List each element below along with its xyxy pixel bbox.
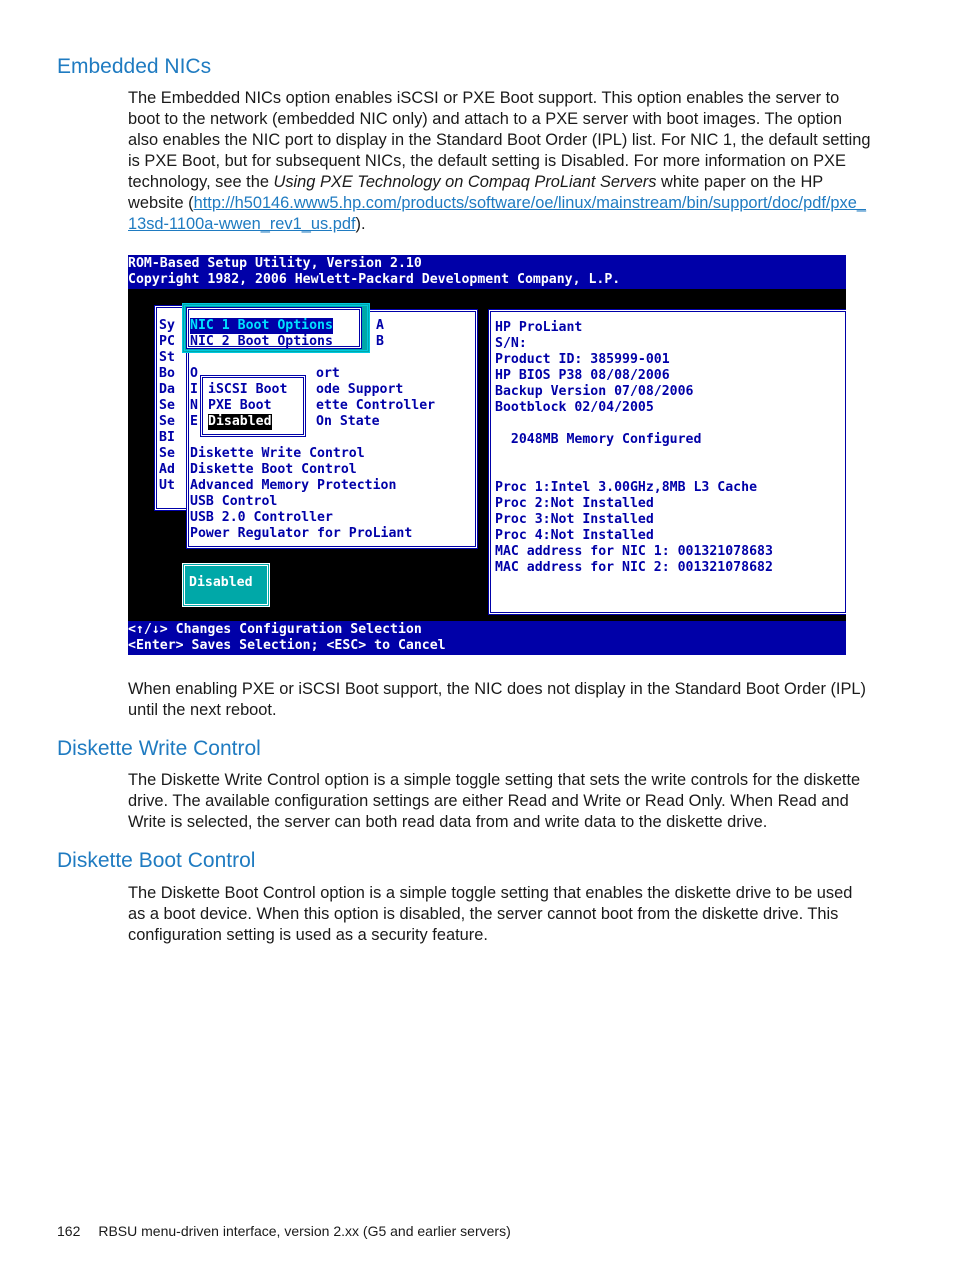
system-info-line: MAC address for NIC 2: 001321078682 (495, 560, 773, 575)
bios-system-info-panel (488, 309, 846, 615)
bios-footer-keys-2: <Enter> Saves Selection; <ESC> to Cancel (128, 638, 446, 653)
system-info-line: Bootblock 02/04/2005 (495, 400, 654, 415)
system-option-item: Diskette Boot Control (190, 462, 357, 477)
footer-text: RBSU menu-driven interface, version 2.xx (G5 and earlier servers) (98, 1223, 511, 1239)
system-option-item: Power Regulator for ProLiant (190, 526, 413, 541)
pxe-note-paragraph: When enabling PXE or iSCSI Boot support, the NIC does not display in the Standard Boot Order (IPL) until the next reboot. (128, 680, 866, 719)
system-option-item: Advanced Memory Protection (190, 478, 397, 493)
section-title-diskette-boot-control: Diskette Boot Control (57, 849, 256, 872)
bios-header-title: ROM-Based Setup Utility, Version 2.10 (128, 256, 422, 271)
diskette-boot-paragraph: The Diskette Boot Control option is a simple toggle setting that enables the diskette drive to be used as a boot device. When this option is disabled, the server cannot boot from the diskette drive. This configuration setting is used as a security feature. (128, 884, 853, 944)
paragraph-text: white paper on the HP website ( (128, 173, 823, 212)
system-info-line: Backup Version 07/08/2006 (495, 384, 694, 399)
system-option-fragment: I (190, 382, 198, 397)
system-option-fragment-right: ette Controller (316, 398, 436, 413)
nic-right-stub-b: B (376, 334, 384, 349)
system-info-line: 2048MB Memory Configured (495, 432, 702, 447)
page-number: 162 (57, 1223, 81, 1239)
bios-header-copyright: Copyright 1982, 2006 Hewlett-Packard Development Company, L.P. (128, 272, 621, 287)
nic-1-boot-options-item[interactable]: NIC 1 Boot Options (190, 318, 333, 333)
rbsu-screenshot (128, 255, 846, 655)
main-menu-stub-item: Ut (159, 478, 175, 493)
nic-2-boot-options-item[interactable]: NIC 2 Boot Options (190, 334, 333, 349)
paper-title: Using PXE Technology on Compaq ProLiant Servers (273, 173, 657, 191)
paragraph-text: The Embedded NICs option enables iSCSI or PXE Boot support. This option enables the server to boot to the network (embedded NIC only) and attach to a PXE server with boot images. The option also enables the NIC port to display in the Standard Boot Order (IPL) list. For NIC 1, the default setting is PXE Boot, but for subsequent NICs, the default setting is Disabled. For more information on PXE technology, see the (128, 89, 871, 191)
bios-header-bar (128, 255, 846, 289)
system-option-fragment-right: ort (316, 366, 340, 381)
main-menu-stub-item: Ad (159, 462, 175, 477)
nic-right-stub-a: A (376, 318, 384, 333)
selected-value: Disabled (189, 575, 253, 590)
system-info-line: HP ProLiant (495, 320, 583, 335)
bios-footer-keys-1: <↑/↓> Changes Configuration Selection (128, 622, 422, 637)
main-menu-stub-item: Bo (159, 366, 175, 381)
system-info-line: Proc 4:Not Installed (495, 528, 654, 543)
main-menu-stub-item: Se (159, 414, 175, 429)
system-info-line: S/N: (495, 336, 527, 351)
bios-footer-bar (128, 621, 846, 655)
system-option-fragment: N (190, 398, 198, 413)
system-option-fragment-right: On State (316, 414, 380, 429)
main-menu-stub-item: St (159, 350, 175, 365)
system-option-item: USB Control (190, 494, 278, 509)
system-option-fragment: E (190, 414, 198, 429)
option-pxe-boot[interactable]: PXE Boot (208, 398, 272, 413)
main-menu-stub-item: Da (159, 382, 175, 397)
system-info-line: MAC address for NIC 1: 001321078683 (495, 544, 773, 559)
embedded-nics-paragraph (128, 88, 873, 235)
pxe-whitepaper-link[interactable]: http://h50146.www5.hp.com/products/software/oe/linux/mainstream/bin/support/doc/pdf/pxe_13sd-1100a-wwen_rev1_us.pdf (128, 194, 866, 233)
system-option-item: Diskette Write Control (190, 446, 365, 461)
selected-value-box (182, 563, 270, 607)
section-title-embedded-nics: Embedded NICs (57, 55, 212, 78)
main-menu-stub-item: Se (159, 398, 175, 413)
system-info-line: Proc 1:Intel 3.00GHz,8MB L3 Cache (495, 480, 758, 495)
system-option-item: USB 2.0 Controller (190, 510, 333, 525)
system-info-line: Product ID: 385999-001 (495, 352, 670, 367)
system-option-fragment-right: ode Support (316, 382, 404, 397)
system-info-line: HP BIOS P38 08/08/2006 (495, 368, 670, 383)
main-menu-stub-item: Sy (159, 318, 175, 333)
option-iscsi-boot[interactable]: iSCSI Boot (208, 382, 288, 397)
main-menu-stub-item: PC (159, 334, 175, 349)
system-info-line: Proc 3:Not Installed (495, 512, 654, 527)
system-info-line: Proc 2:Not Installed (495, 496, 654, 511)
main-menu-stub-item: Se (159, 446, 175, 461)
section-title-diskette-write-control: Diskette Write Control (57, 737, 261, 760)
page-footer (57, 1223, 529, 1239)
paragraph-text: ). (355, 215, 366, 233)
main-menu-stub-item: BI (159, 430, 175, 445)
system-option-fragment: O (190, 366, 198, 381)
option-disabled[interactable]: Disabled (208, 414, 272, 429)
diskette-write-paragraph: The Diskette Write Control option is a simple toggle setting that sets the write controls for the diskette drive. The available configuration settings are either Read and Write or Read Only. When Read and Write is selected, the server can both read data from and write data to the diskette drive. (128, 771, 861, 831)
